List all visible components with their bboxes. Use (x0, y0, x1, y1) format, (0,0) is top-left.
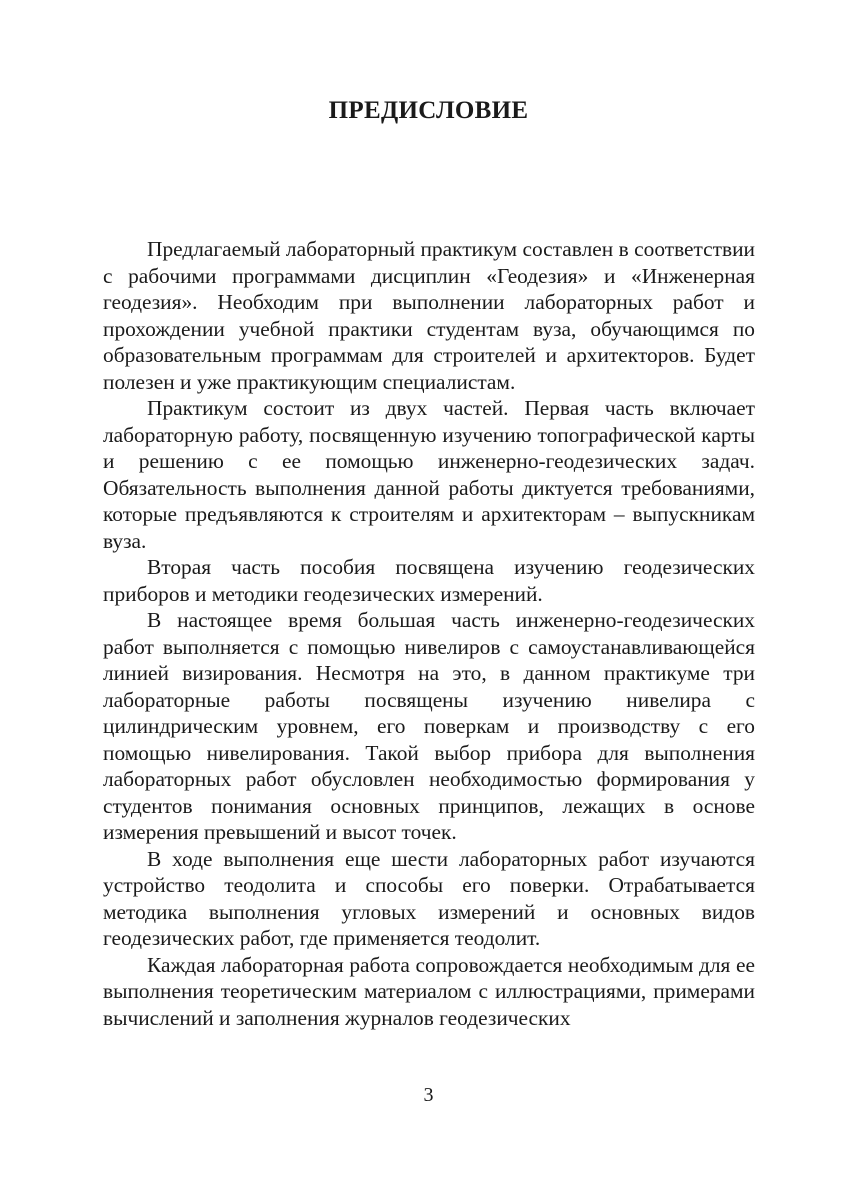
paragraph: Предлагаемый лабораторный практикум составлен в соответствии с рабочими программами дисциплин «Геодезия» и «Инженерная геодезия». Необходим при выполнении лабораторных работ и прохождении учебной практики студентам вуза, обучающимся по образовательным программам для строителей и архитекторов. Будет полезен и уже практикующим специалистам. (103, 237, 755, 394)
page-number: 3 (423, 1084, 434, 1106)
paragraph: Каждая лабораторная работа сопровождается необходимым для ее выполнения теоретическим материалом с иллюстрациями, примерами вычислений и заполнения журналов геодезических (103, 952, 755, 1030)
paragraph: В ходе выполнения еще шести лабораторных работ изучаются устройство теодолита и способы его поверки. Отрабатывается методика выполнения угловых измерений и основных видов геодезических работ, где применяется теодолит. (103, 846, 755, 950)
body-text (103, 236, 755, 1031)
page-title: ПРЕДИСЛОВИЕ (328, 97, 529, 124)
paragraph: Вторая часть пособия посвящена изучению геодезических приборов и методики геодезических измерений. (103, 555, 755, 606)
paragraph: Практикум состоит из двух частей. Первая часть включает лабораторную работу, посвященную изучению топографической карты и решению с ее помощью инженерно-геодезических задач. Обязательность выполнения данной работы диктуется требованиями, которые предъявляются к строителям и архитекторам – выпускникам вуза. (103, 396, 755, 553)
paragraph: В настоящее время большая часть инженерно-геодезических работ выполняется с помощью нивелиров с самоустанавливающейся линией визирования. Несмотря на это, в данном практикуме три лабораторные работы посвящены изучению нивелира с цилиндрическим уровнем, его поверкам и производству с его помощью нивелирования. Такой выбор прибора для выполнения лабораторных работ обусловлен необходимостью формирования у студентов понимания основных принципов, лежащих в основе измерения превышений и высот точек. (103, 608, 755, 844)
